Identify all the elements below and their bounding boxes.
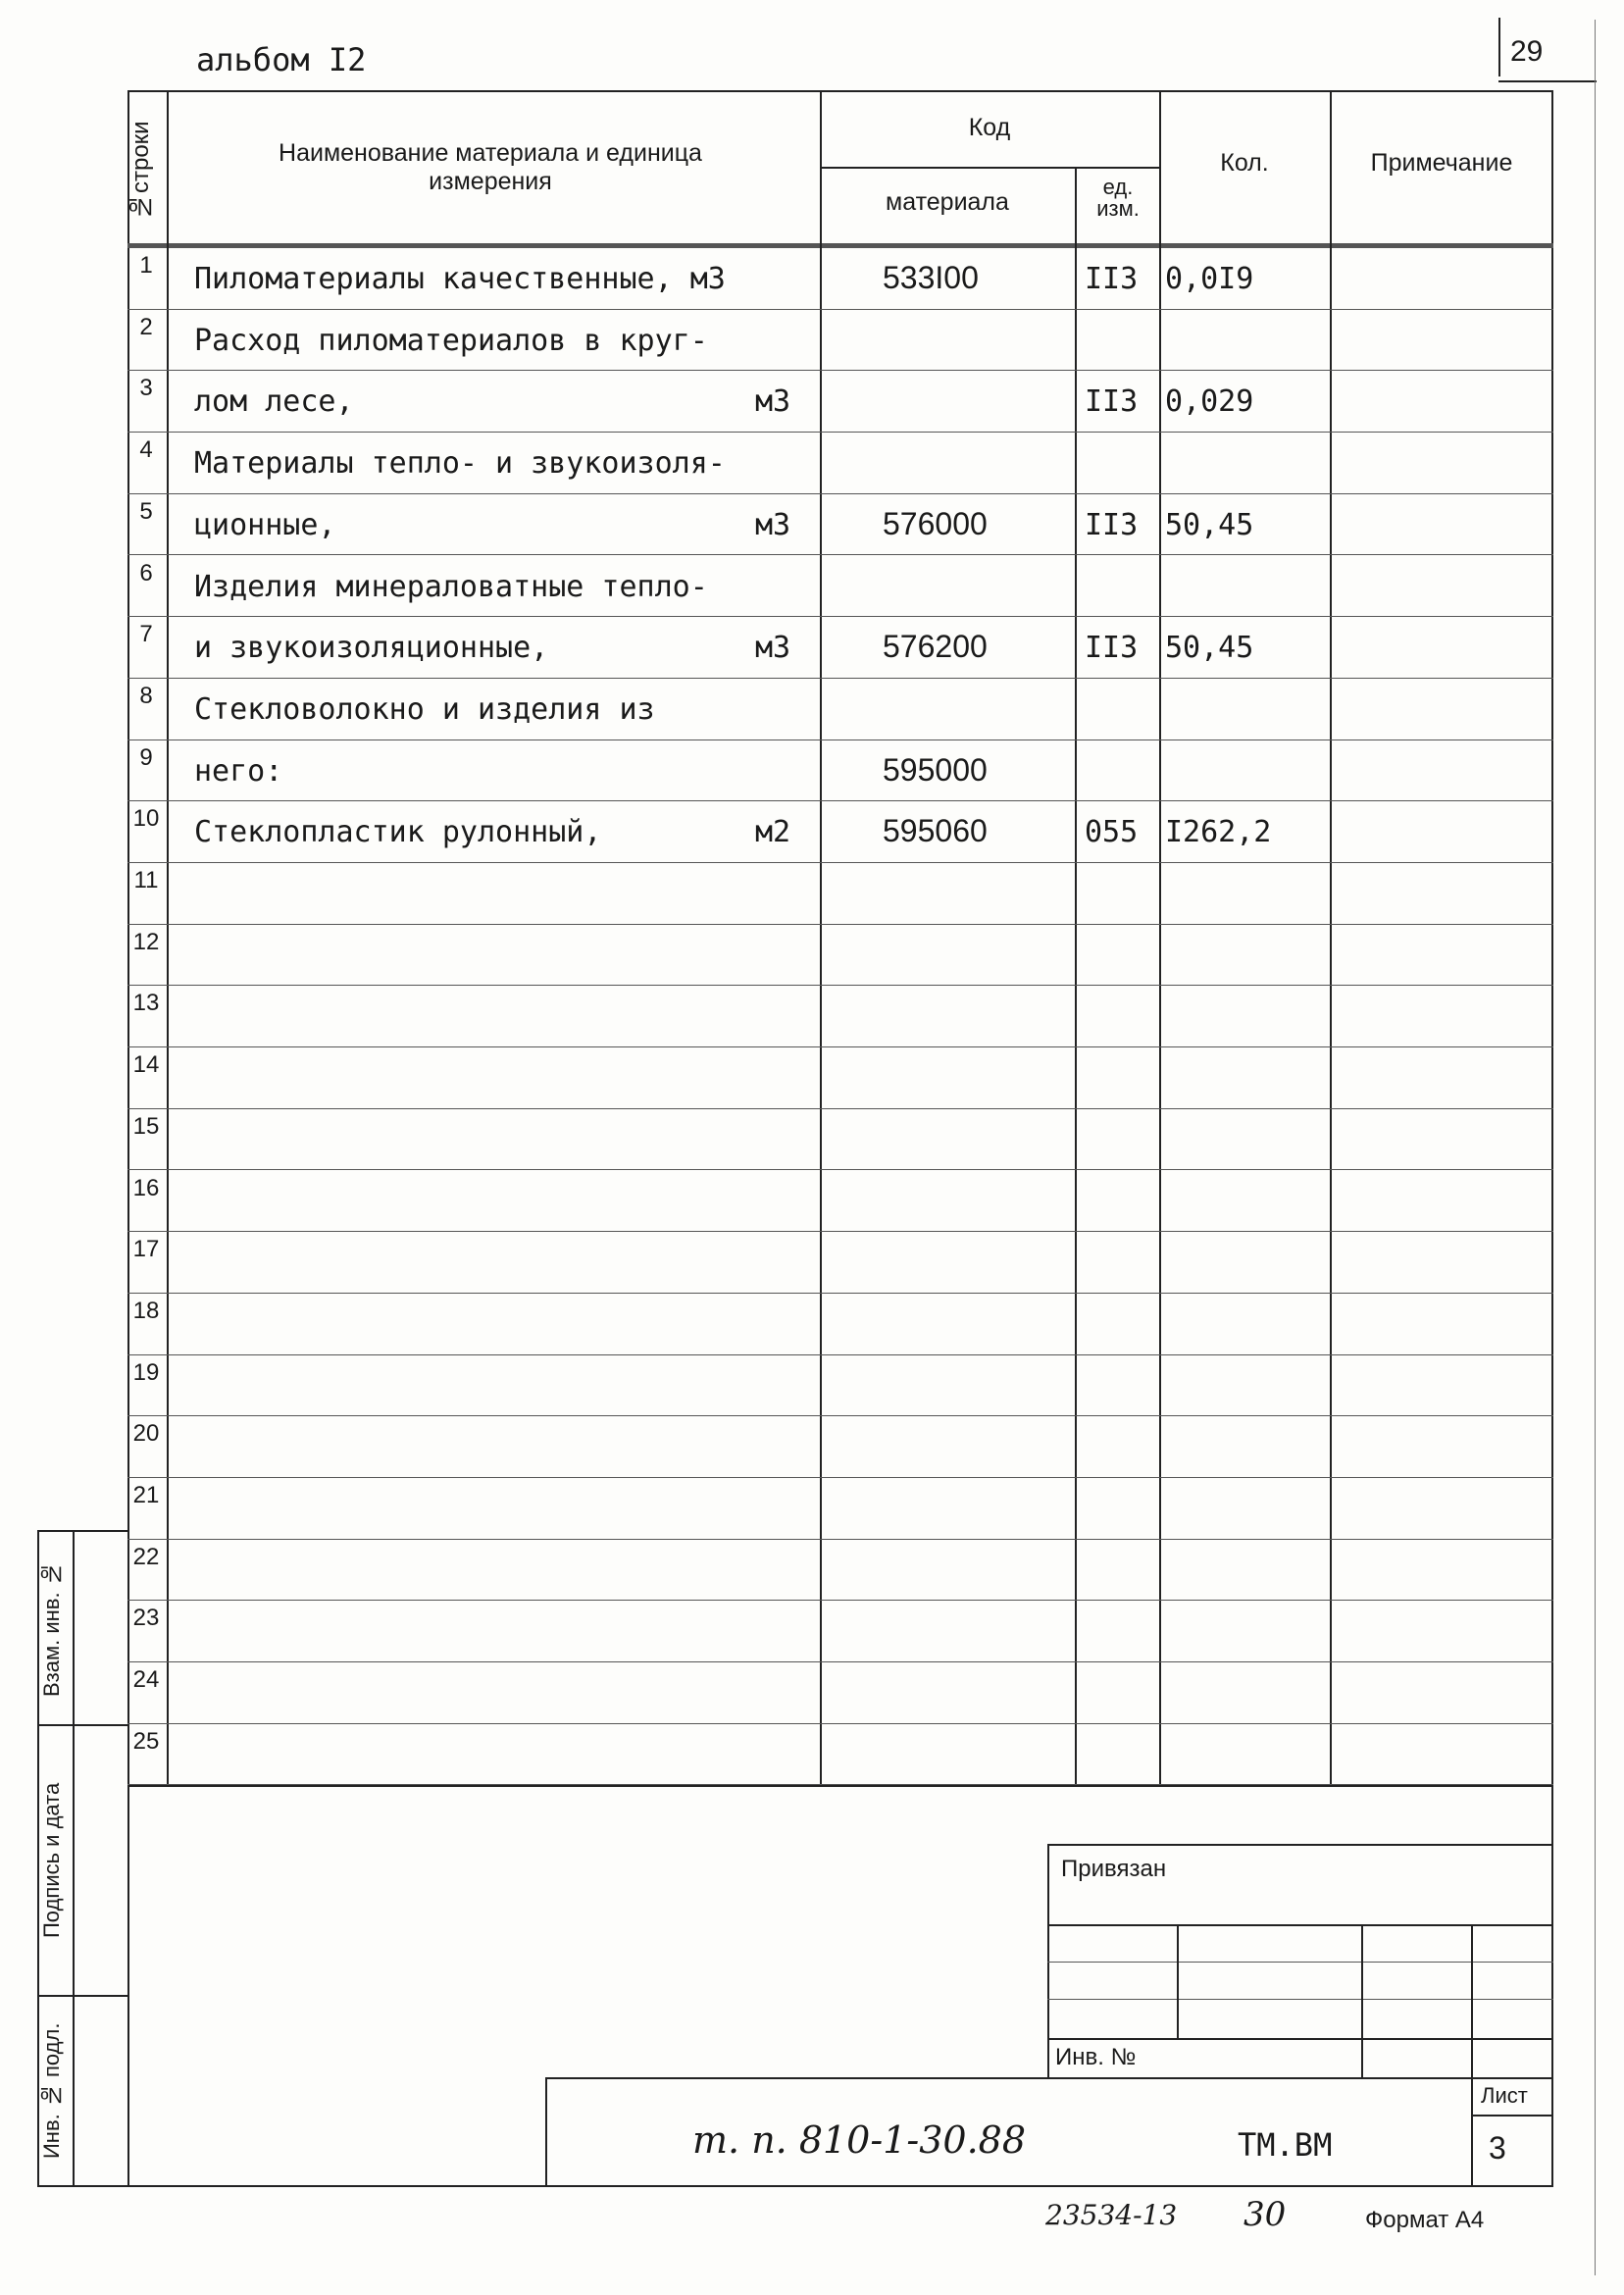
header-code-unit: ед. изм. (1096, 175, 1140, 221)
tb-list-line (1471, 2115, 1553, 2116)
row-qty: 50,45 (1165, 631, 1254, 666)
tb-top (1047, 1844, 1553, 1846)
table-row (127, 1047, 1553, 1109)
row-name: ционные, (194, 507, 336, 542)
row-number: 3 (139, 375, 153, 402)
row-code: 595060 (883, 813, 988, 849)
table-row (127, 1109, 1553, 1171)
row-qty: I262,2 (1165, 815, 1272, 850)
row-unit-label: м2 (755, 815, 791, 850)
tb-inv-no: Инв. № (1055, 2044, 1137, 2070)
corner-divider (1498, 18, 1500, 76)
row-unit: 055 (1085, 815, 1139, 850)
table-row (127, 801, 1553, 863)
table-row (127, 986, 1553, 1047)
row-number: 21 (132, 1482, 160, 1508)
header-rownum: №строки (127, 121, 154, 221)
header-qty: Кол. (1220, 149, 1269, 177)
row-unit-label: м3 (755, 631, 791, 666)
tb-line2 (1047, 1962, 1553, 1963)
row-qty: 0,0I9 (1165, 262, 1254, 296)
table-row (127, 310, 1553, 372)
corner-underline (1498, 80, 1597, 82)
row-name: лом лесе, (194, 384, 354, 420)
row-number: 8 (139, 682, 153, 709)
header-note: Примечание (1370, 149, 1513, 177)
row-number: 15 (132, 1112, 160, 1140)
row-unit-label: м3 (755, 507, 791, 542)
row-number: 25 (132, 1727, 160, 1755)
row-number: 12 (132, 928, 160, 955)
row-unit: II3 (1085, 631, 1139, 666)
tb-privyazan: Привязан (1061, 1856, 1167, 1882)
row-qty: 0,029 (1165, 384, 1254, 420)
table-row (127, 1601, 1553, 1662)
table-row (127, 679, 1553, 740)
tb-line4 (1047, 2038, 1553, 2040)
side-inv-podl: Инв. № подл. (39, 2022, 64, 2160)
table-row (127, 863, 1553, 925)
row-number: 13 (132, 990, 160, 1017)
tb-main-top (545, 2077, 1553, 2079)
table-row (127, 1540, 1553, 1602)
table-top-border (127, 90, 1553, 92)
row-name: Изделия минераловатные тепло- (194, 569, 708, 604)
row-unit: II3 (1085, 384, 1139, 420)
frame-left-lower (127, 1785, 129, 2187)
row-number: 18 (132, 1297, 160, 1324)
table-row (127, 433, 1553, 494)
side-stamp-top (37, 1530, 127, 1532)
header-name: Наименование материала и единица измерения (279, 139, 702, 195)
row-number: 20 (132, 1420, 160, 1448)
table-row (127, 740, 1553, 802)
row-number: 9 (139, 743, 153, 771)
row-number: 16 (132, 1174, 160, 1201)
row-number: 19 (132, 1358, 160, 1386)
table-row (127, 1724, 1553, 1786)
table-row (127, 1478, 1553, 1540)
tb-designation: т. п. 810-1-30.88 (692, 2118, 1026, 2162)
row-unit: II3 (1085, 507, 1139, 542)
row-number: 6 (139, 559, 153, 586)
album-label: альбом I2 (196, 41, 367, 78)
row-code: 595000 (883, 751, 988, 788)
row-number: 23 (132, 1605, 160, 1632)
materials-table (127, 90, 1553, 1787)
row-unit: II3 (1085, 262, 1139, 296)
table-row (127, 1662, 1553, 1724)
table-row (127, 617, 1553, 679)
table-row (127, 371, 1553, 433)
row-name: и звукоизоляционные, (194, 631, 549, 666)
table-row (127, 556, 1553, 618)
row-number: 14 (132, 1051, 160, 1079)
table-row (127, 494, 1553, 556)
tb-line3 (1047, 1999, 1553, 2000)
row-number: 2 (139, 313, 153, 340)
table-row (127, 1171, 1553, 1233)
row-code: 533I00 (883, 260, 979, 295)
row-name: Стекловолокно и изделия из (194, 691, 655, 727)
tb-list-value: 3 (1489, 2130, 1506, 2166)
tb-col2 (1361, 1924, 1363, 2077)
side-stamp-div2 (37, 1995, 127, 1997)
row-qty: 50,45 (1165, 507, 1254, 542)
header-code: Код (968, 114, 1011, 141)
table-row (127, 1416, 1553, 1478)
row-number: 11 (133, 867, 159, 893)
side-stamp-mid (73, 1530, 75, 2187)
row-number: 10 (132, 805, 160, 833)
side-vzam: Взам. инв. № (39, 1561, 64, 1697)
table-row (127, 1355, 1553, 1417)
side-stamp-bottom (37, 2185, 127, 2187)
tb-main-left (545, 2077, 547, 2187)
row-line (127, 1784, 1553, 1785)
tb-col1 (1177, 1924, 1179, 2038)
table-row (127, 1232, 1553, 1294)
tb-line1 (1047, 1924, 1553, 1926)
frame-bottom (127, 2185, 1553, 2187)
table-row (127, 248, 1553, 310)
row-unit-label: м3 (755, 384, 791, 420)
header-code-material: материала (886, 188, 1009, 216)
side-podpis: Подпись и дата (39, 1782, 64, 1939)
row-code: 576000 (883, 505, 988, 541)
row-number: 22 (132, 1543, 160, 1570)
tb-list-label: Лист (1481, 2083, 1528, 2108)
footer-format: Формат А4 (1365, 2207, 1485, 2233)
row-name: него: (194, 753, 283, 789)
row-name: Пиломатериалы качественные, м3 (194, 262, 726, 296)
page-edge-line (1595, 20, 1596, 2275)
footer-page: 30 (1243, 2195, 1287, 2234)
row-name: Материалы тепло- и звукоизоля- (194, 446, 726, 482)
row-name: Стеклопластик рулонный, (194, 815, 602, 850)
tb-col3 (1471, 1924, 1473, 2185)
sheet-number: 29 (1510, 35, 1544, 68)
row-number: 4 (139, 436, 153, 464)
row-number: 24 (132, 1666, 160, 1694)
side-stamp-div1 (37, 1724, 127, 1726)
table-row (127, 1294, 1553, 1355)
row-number: 5 (139, 497, 153, 525)
table-row (127, 925, 1553, 987)
code-subheader-line (820, 167, 1159, 169)
row-number: 17 (132, 1236, 160, 1263)
row-number: 1 (139, 252, 153, 279)
tb-doc-code: ТМ.ВМ (1238, 2126, 1333, 2164)
row-name: Расход пиломатериалов в круг- (194, 323, 708, 358)
row-code: 576200 (883, 629, 988, 665)
footer-order: 23534-13 (1045, 2199, 1178, 2231)
row-number: 7 (139, 621, 153, 648)
